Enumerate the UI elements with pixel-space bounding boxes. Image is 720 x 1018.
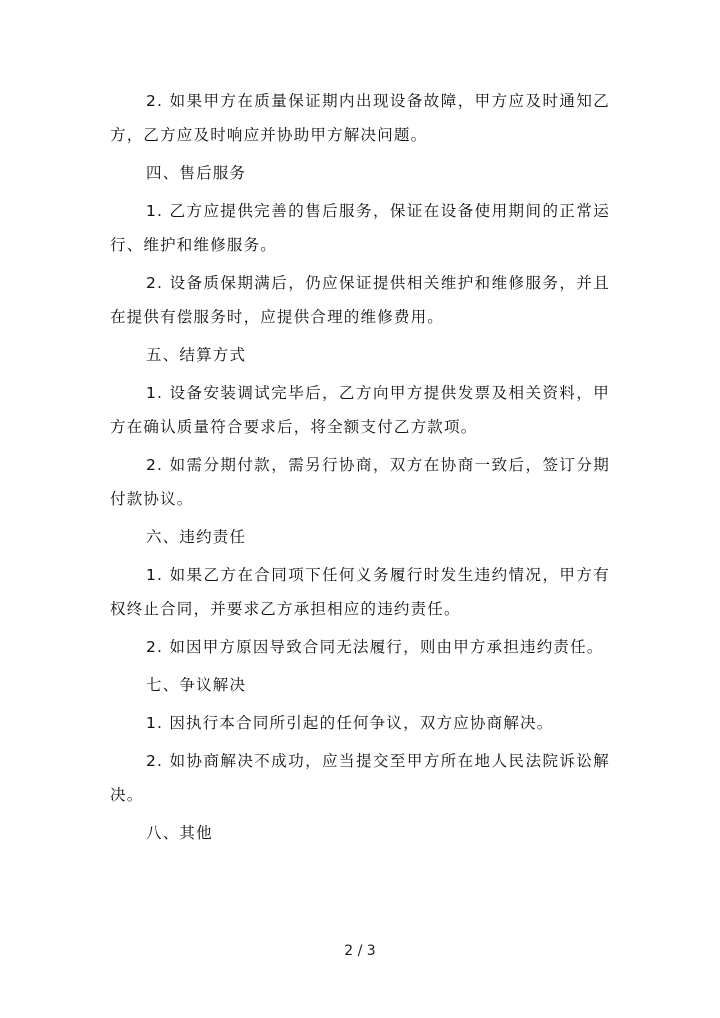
heading-other: 八、其他 [146, 824, 213, 842]
paragraph-after-sales-1: 1. 乙方应提供完善的售后服务，保证在设备使用期间的正常运行、维护和维修服务。 [110, 202, 610, 254]
page-number: 2 / 3 [344, 943, 376, 959]
paragraph-dispute-2: 2. 如协商解决不成功，应当提交至甲方所在地人民法院诉讼解决。 [110, 752, 610, 804]
paragraph-quality-2: 2. 如果甲方在质量保证期内出现设备故障，甲方应及时通知乙方，乙方应及时响应并协助甲方解决问题。 [110, 92, 610, 144]
paragraph-breach-2: 2. 如因甲方原因导致合同无法履行，则由甲方承担违约责任。 [146, 638, 604, 656]
heading-dispute: 七、争议解决 [146, 676, 247, 694]
paragraph-dispute-1: 1. 因执行本合同所引起的任何争议，双方应协商解决。 [146, 714, 554, 732]
paragraph-settlement-1: 1. 设备安装调试完毕后，乙方向甲方提供发票及相关资料，甲方在确认质量符合要求后，将全额支付乙方款项。 [110, 384, 610, 436]
paragraph-after-sales-2: 2. 设备质保期满后，仍应保证提供相关维护和维修服务，并且在提供有偿服务时，应提供合理的维修费用。 [110, 274, 610, 326]
heading-after-sales: 四、售后服务 [146, 164, 247, 182]
paragraph-settlement-2: 2. 如需分期付款，需另行协商，双方在协商一致后，签订分期付款协议。 [110, 456, 610, 508]
heading-breach: 六、违约责任 [146, 528, 247, 546]
paragraph-breach-1: 1. 如果乙方在合同项下任何义务履行时发生违约情况，甲方有权终止合同，并要求乙方承担相应的违约责任。 [110, 566, 610, 618]
document-body [110, 84, 610, 854]
heading-settlement: 五、结算方式 [146, 346, 247, 364]
